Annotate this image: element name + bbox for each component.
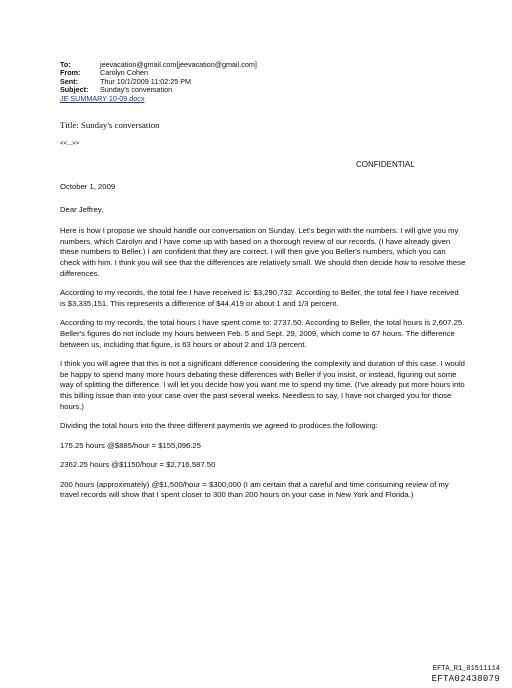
subject-value: Sunday's conversation [100,85,173,95]
to-label: To: [60,60,71,69]
letter-date: October 1, 2009 [60,182,116,191]
to-row [60,61,257,69]
calculation-line: 200 hours (approximately) @$1,500/hour = $300,000 (I am certain that a careful and time consuming review of my travel records will show that I spent closer to 300 than 200 hours on your case in New York and Florida.) [60,479,449,500]
confidential-label: CONFIDENTIAL [356,160,415,169]
paragraph: Here is how I propose we should handle our conversation on Sunday. Let's begin with the numbers. I will give you my numbers, which Carolyn and I have come up with based on a thorough review of our records. (I have already given these numbers to Beller.) I am confident that they are correct. I will then give you Beller's numbers, which you can check with him. I think you will see that the differences are relatively small. We should then decide how to resolve these differences. [60,226,466,278]
document-title: Title: Sunday's conversation [60,120,160,130]
letter-body [60,182,466,510]
attachment-row [60,95,257,103]
attachment-link[interactable]: JE SUMMARY 10-09.docx [60,93,145,103]
letter-greeting: Dear Jeffrey, [60,204,104,214]
subject-label: Subject: [60,85,89,95]
sent-label: Sent: [60,76,78,86]
embedded-marker: <<...>> [60,141,80,147]
paragraph: According to my records, the total fee I have received is: $3,290,732. According to Beller, the total fee I have received is $3,335,151. This represents a difference of $44,419 or about 1 and 1/3 percent. [60,288,459,308]
footer-id-primary: EFTA_R1_01511114 [432,665,500,673]
paragraph: Dividing the total hours into the three different payments we agreed to produces the following: [60,421,378,431]
paragraph: I think you will agree that this is not a significant difference considering the complexity and duration of this case. I would be happy to spend many more hours debating these differences with Beller if you insist, or instead, figuring out some way of splitting the difference. I will let you decide how you want me to spend my time. (I've already put more hours into this billing issue than into your case over the past several weeks. Needless to say, I have not charged you for those hours.) [60,359,465,411]
footer-id-secondary: EFTA02438079 [431,674,500,684]
document-footer [432,665,500,685]
to-value: jeevacation@gmail.com[jeevacation@gmail.com] [100,60,257,69]
calculation-line: 2362.25 hours @$1150/hour = $2,716,587.50 [60,460,216,470]
email-header [60,61,257,103]
paragraph: According to my records, the total hours I have spent come to: 2737.50. According to Beller, the total hours is 2,607.25. Beller's figures do not include my hours between Feb. 5 and Sept. 29, 2009, which come to 67 hours. The difference between us, including that figure, is 63 hours or about 2 and 1/3 percent. [60,318,465,349]
from-value: Carolyn Cohen [100,68,148,78]
from-label: From: [60,68,81,78]
calculation-line: 175.25 hours @$885/hour = $155,096.25 [60,440,201,450]
sent-value: Thur 10/1/2009 11:02:25 PM [100,76,191,86]
